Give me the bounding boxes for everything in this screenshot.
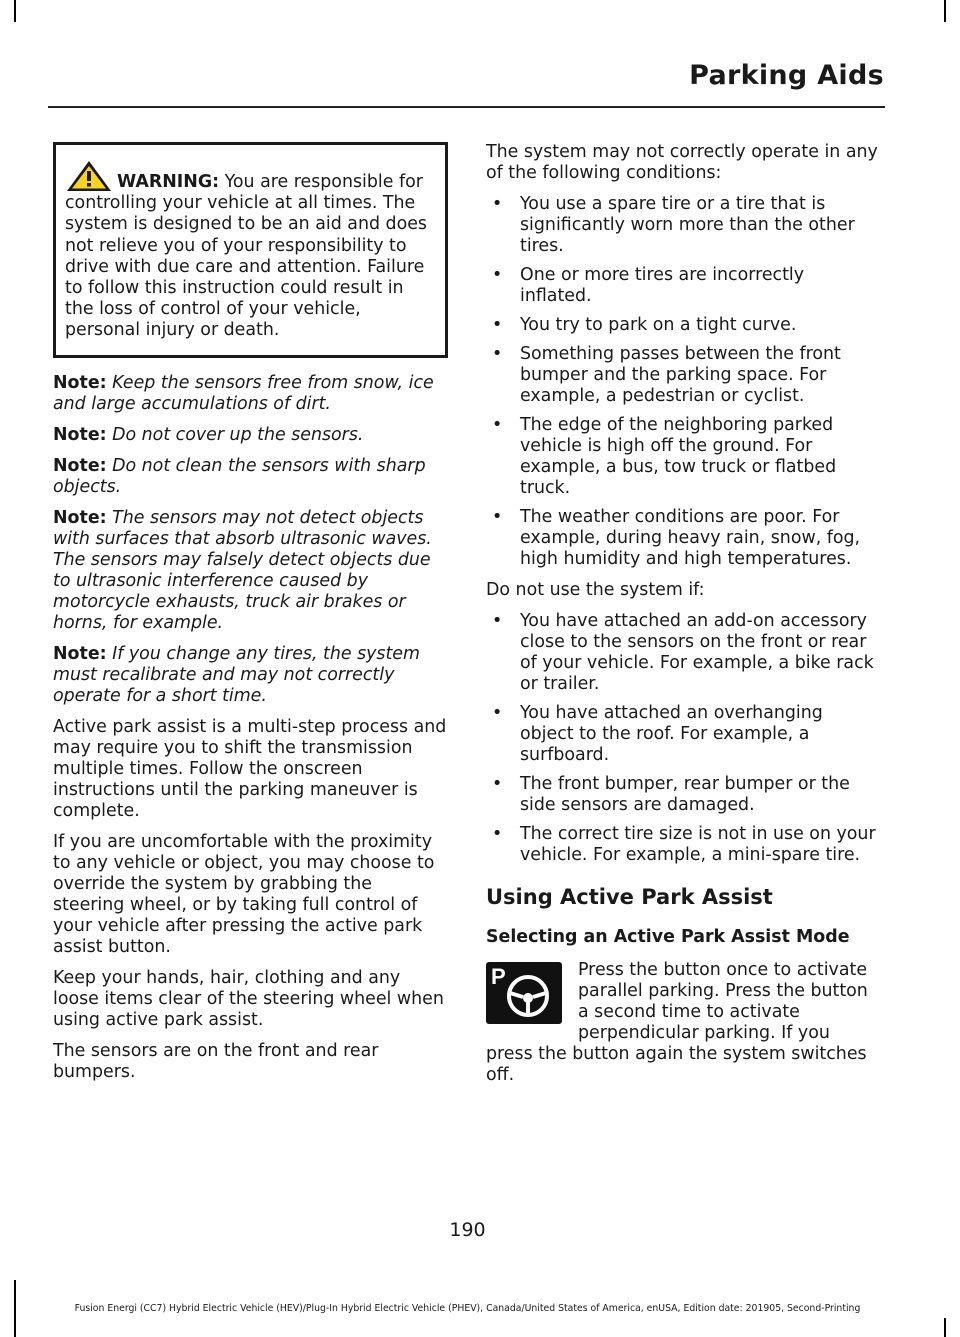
conditions-intro: The system may not correctly operate in any of the following conditions: <box>486 142 878 183</box>
note-label: Note: <box>53 643 107 664</box>
warning-triangle-icon <box>65 159 113 193</box>
note-text: Keep the sensors free from snow, ice and large accumulations of dirt. <box>53 372 434 414</box>
button-instructions: Press the button once to activate parallel parking. Press the button a second time to activate perpendicular parking. If you press the button again the system switches off. <box>486 960 868 1085</box>
crop-mark-bottom-right <box>944 1318 946 1337</box>
list-item: • You have attached an add-on accessory close to the sensors on the front or rear of your vehicle. For example, a bike rack or trailer. <box>486 611 881 695</box>
crop-mark-top-right <box>944 0 946 22</box>
crop-mark-top-left <box>14 0 16 22</box>
note-paragraph <box>53 644 448 707</box>
note-text: Do not cover up the sensors. <box>106 424 364 445</box>
note-paragraph <box>53 425 448 446</box>
list-item: • The edge of the neighboring parked vehicle is high off the ground. For example, a bus, tow truck or flatbed truck. <box>486 415 881 499</box>
list-item: • Something passes between the front bumper and the parking space. For example, a pedestrian or cyclist. <box>486 344 881 407</box>
note-paragraph <box>53 456 448 498</box>
page-title: Parking Aids <box>689 60 884 91</box>
do-not-list <box>486 611 881 866</box>
left-column <box>53 142 448 1093</box>
conditions-list <box>486 194 881 570</box>
note-label: Note: <box>53 507 107 528</box>
list-item: • The weather conditions are poor. For example, during heavy rain, snow, fog, high humidity and high temperatures. <box>486 507 881 570</box>
note-paragraph <box>53 508 448 634</box>
note-paragraph <box>53 373 448 415</box>
warning-text: You are responsible for controlling your vehicle at all times. The system is designed to be an aid and does not relieve you of your responsibility to drive with due care and attention. Failure to follow this instruction could result in the loss of control of your vehicle, personal injury or death. <box>65 172 427 341</box>
body-paragraph: If you are uncomfortable with the proximity to any vehicle or object, you may choose to override the system by grabbing the steering wheel, or by taking full control of your vehicle after pressing the active park assist button. <box>53 831 435 957</box>
list-item: • You use a spare tire or a tire that is significantly worn more than the other tires. <box>486 194 881 257</box>
footer-text: Fusion Energi (CC7) Hybrid Electric Vehicle (HEV)/Plug-In Hybrid Electric Vehicle (PHEV), Canada/United States of America, enUSA, Edition date: 201905, Second-Printing <box>74 1303 861 1314</box>
note-text: The sensors may not detect objects with surfaces that absorb ultrasonic waves. The sensors may falsely detect objects due to ultrasonic interference caused by motorcycle exhausts, truck air brakes or horns, for example. <box>53 507 432 633</box>
svg-text:P: P <box>491 964 506 989</box>
list-item: • You have attached an overhanging object to the roof. For example, a surfboard. <box>486 703 881 766</box>
list-item: • You try to park on a tight curve. <box>486 315 881 336</box>
note-label: Note: <box>53 424 107 445</box>
body-paragraph: Keep your hands, hair, clothing and any loose items clear of the steering wheel when using active park assist. <box>53 967 444 1030</box>
note-text: If you change any tires, the system must recalibrate and may not correctly operate for a short time. <box>53 643 420 706</box>
list-item: • One or more tires are incorrectly inflated. <box>486 265 881 307</box>
note-label: Note: <box>53 372 107 393</box>
do-not-intro: Do not use the system if: <box>486 580 705 600</box>
park-assist-button-icon <box>486 962 562 1024</box>
body-paragraph: Active park assist is a multi-step process and may require you to shift the transmission multiple times. Follow the onscreen instructions until the parking maneuver is complete. <box>53 716 447 821</box>
page-number: 190 <box>449 1219 486 1241</box>
note-label: Note: <box>53 455 107 476</box>
warning-box <box>53 142 448 358</box>
list-item: • The front bumper, rear bumper or the side sensors are damaged. <box>486 774 881 816</box>
warning-label: WARNING: <box>117 172 220 192</box>
list-item: • The correct tire size is not in use on your vehicle. For example, a mini-spare tire. <box>486 824 881 866</box>
right-column <box>486 142 881 1096</box>
body-paragraph: The sensors are on the front and rear bumpers. <box>53 1040 379 1082</box>
note-text: Do not clean the sensors with sharp objects. <box>53 455 426 497</box>
subsection-heading: Selecting an Active Park Assist Mode <box>486 927 850 947</box>
header-divider <box>48 106 885 108</box>
section-heading: Using Active Park Assist <box>486 885 773 909</box>
